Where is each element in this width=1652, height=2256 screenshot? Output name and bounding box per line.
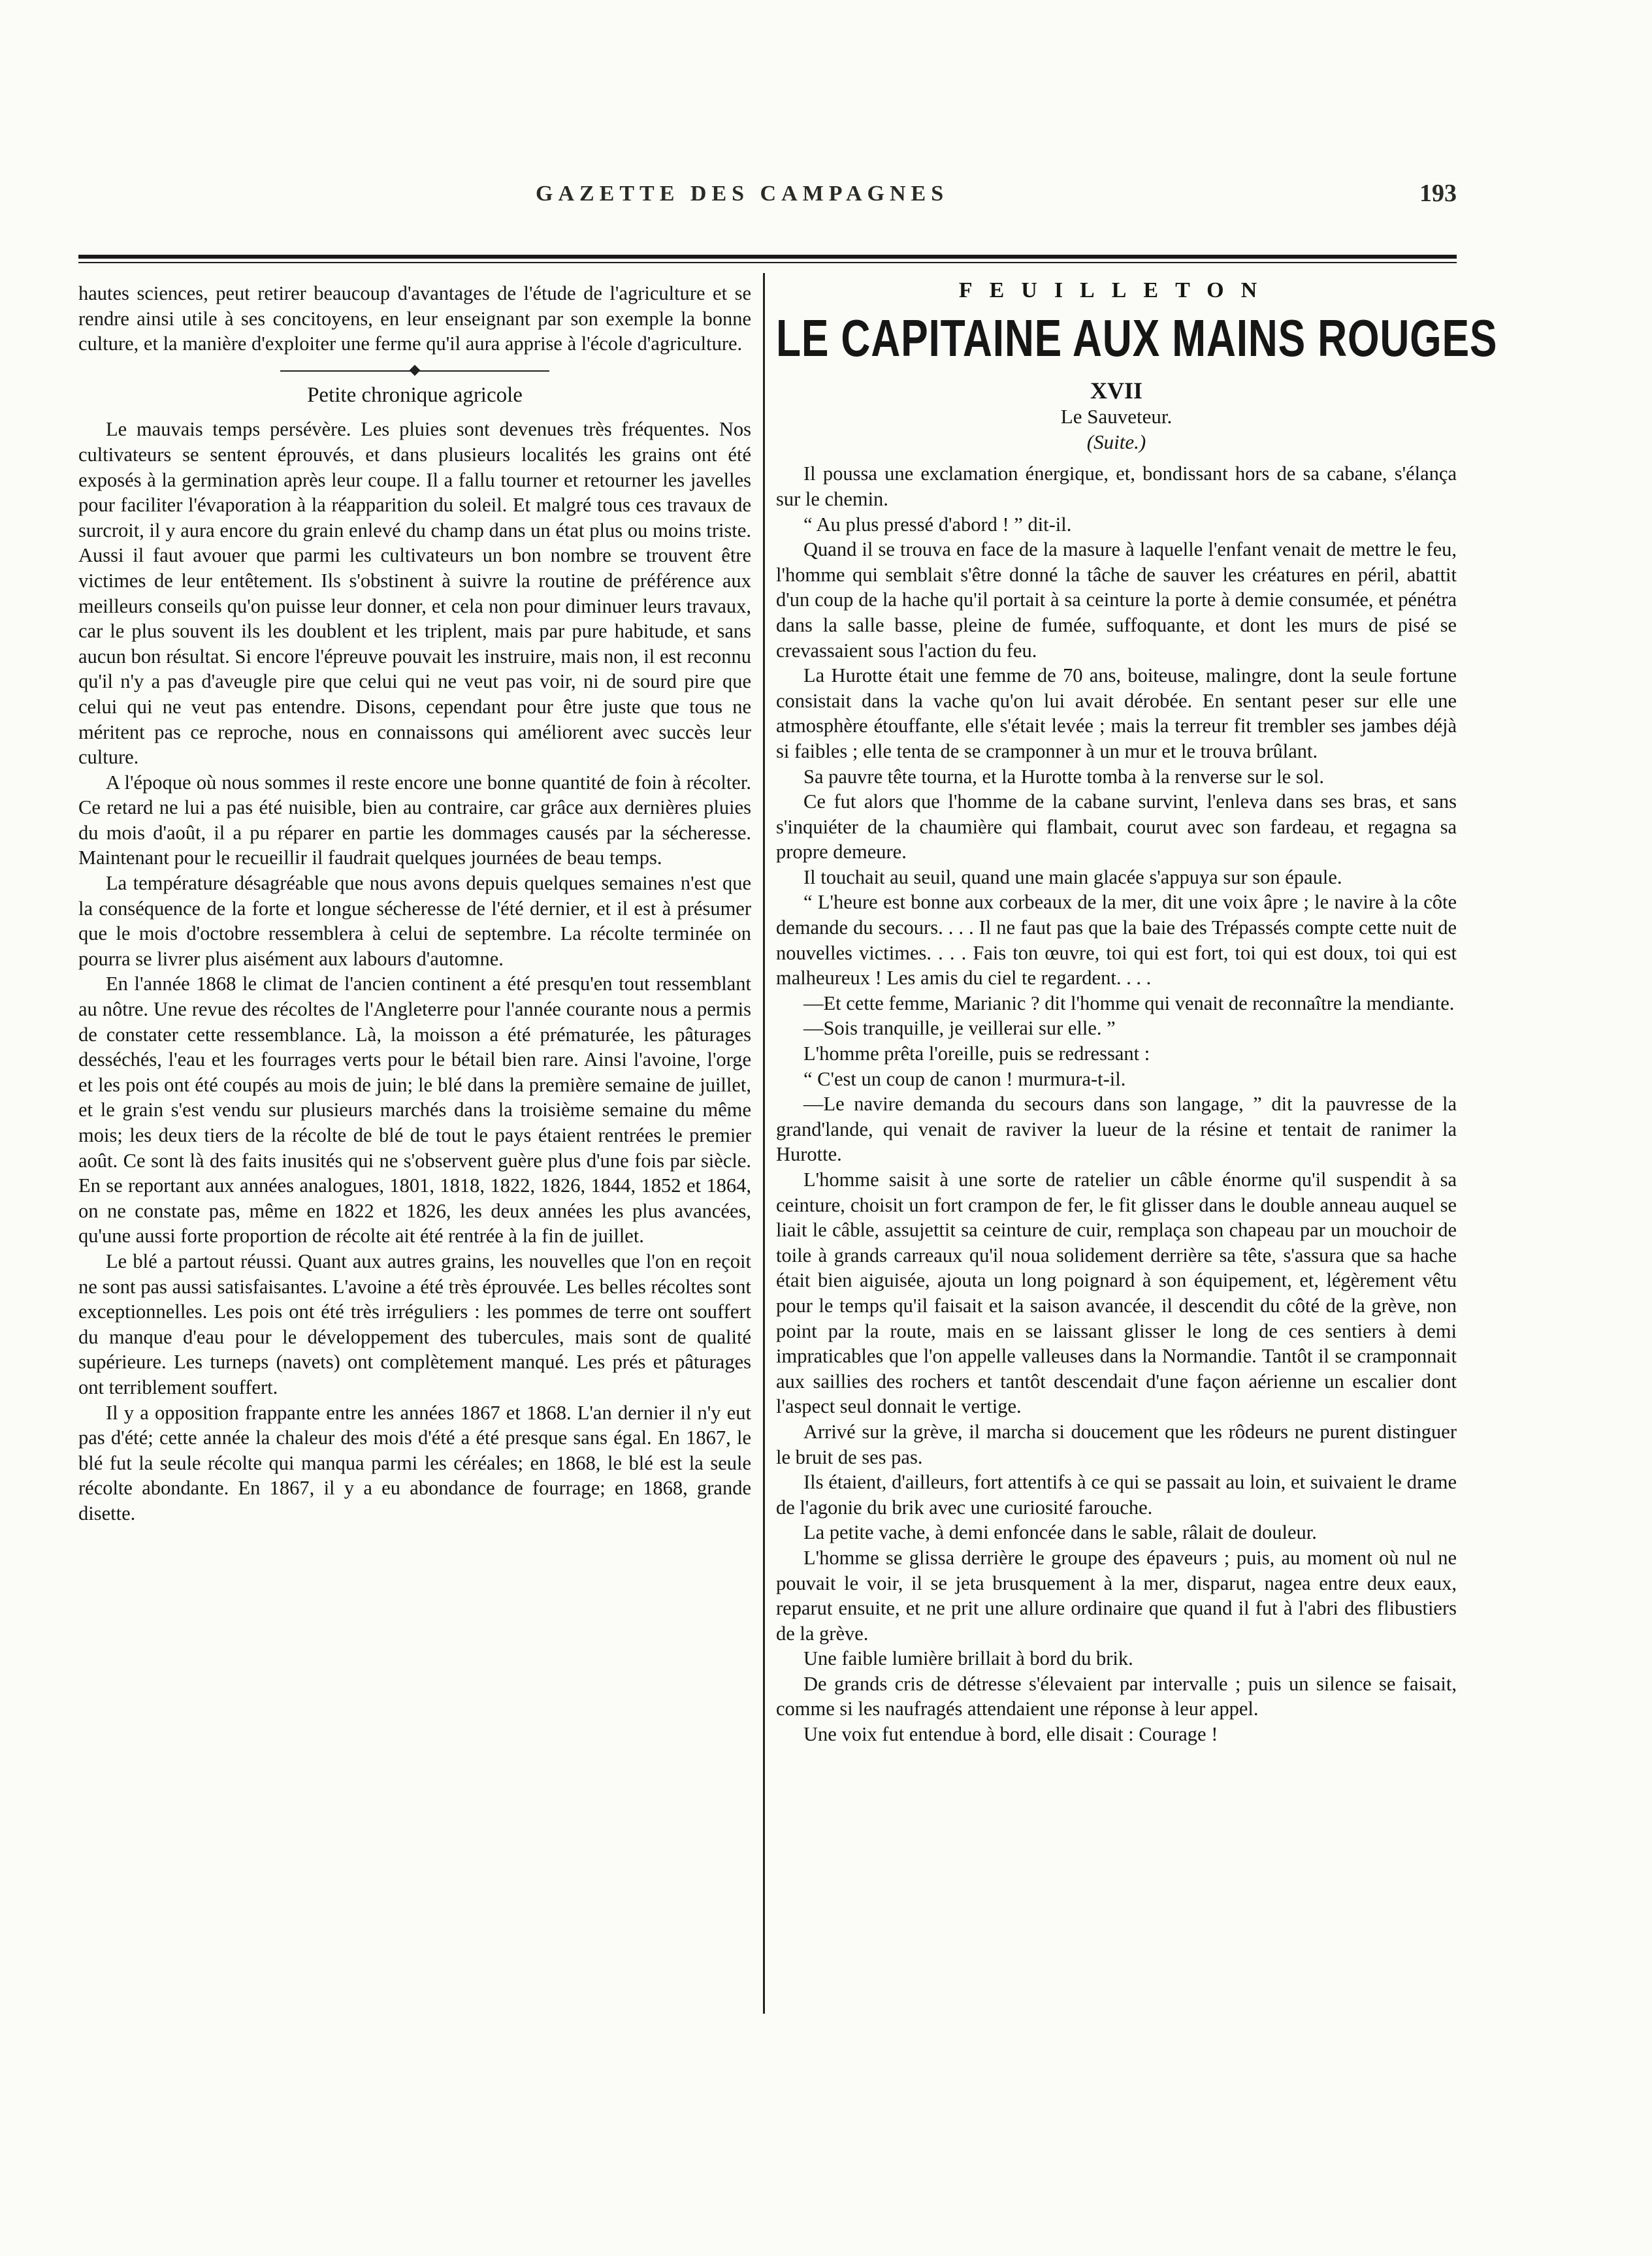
story-paragraph: —Le navire demanda du secours dans son langage, ” dit la pauvresse de la grand'lande, qui venait de raviver la lueur de la résine et tentait de ranimer la Hurotte. xyxy=(776,1093,1457,1166)
story-paragraph: L'homme se glissa derrière le groupe des épaveurs ; puis, au moment où nul ne pouvait le voir, il se jeta brusquement à la mer, disparut, nagea entre deux eaux, reparut ensuite, et ne prit une allure ordinaire que quand il fut à l'abri des flibustiers de la grève. xyxy=(776,1546,1457,1645)
story-paragraph: —Et cette femme, Marianic ? dit l'homme qui venait de reconnaître la mendiante. xyxy=(803,991,1455,1014)
chronicle-paragraph: Le blé a partout réussi. Quant aux autres grains, les nouvelles que l'on en reçoit ne sont pas aussi satisfaisantes. L'avoine a été très éprouvée. Les belles récoltes sont exceptionnelles. Les pois ont été très irréguliers : les pommes de terre ont souffert du manque d'eau pour le développement des tubercules, mais sont de qualité supérieure. Les turneps (navets) ont complètement manqué. Les prés et pâturages ont terriblement souffert. xyxy=(78,1249,751,1398)
story-paragraph: “ Au plus pressé d'abord ! ” dit-il. xyxy=(803,513,1072,536)
story-paragraph: Ils étaient, d'ailleurs, fort attentifs à ce qui se passait au loin, et suivaient le drame de l'agonie du brik avec une curiosité farouche. xyxy=(776,1471,1457,1519)
story-paragraph: Quand il se trouva en face de la masure à laquelle l'enfant venait de mettre le feu, l'homme qui semblait s'être donné la tâche de sauver les créatures en péril, abattit d'un coup de la hache qu'il portait à sa ceinture la porte à demie consumée, et pénétra dans la salle basse, pleine de fumée, suffoquante, et dont les murs de pisé se crevassaient sous l'action du feu. xyxy=(776,538,1457,662)
story-paragraph: Il poussa une exclamation énergique, et, bondissant hors de sa cabane, s'élança sur le chemin. xyxy=(776,462,1457,510)
intro-paragraph: hautes sciences, peut retirer beaucoup d'avantages de l'étude de l'agriculture et se rendre ainsi utile à ses concitoyens, en leur enseignant par son exemple la bonne culture, et la manière d'exploiter une ferme qu'il aura apprise à l'école d'agriculture. xyxy=(78,282,751,355)
story-paragraph: L'homme saisit à une sorte de ratelier un câble énorme qu'il suspendit à sa ceinture, choisit un fort crampon de fer, le fit glisser dans le double anneau auquel se liait le câble, assujettit sa ceinture de cuir, remplaça son chapeau par un mouchoir de toile à grands carreaux qu'il noua solidement derrière sa tête, s'assura que sa hache était bien aiguisée, ajouta un long poignard à son équipement, et, légèrement vêtu pour le temps qu'il faisait et la saison avancée, il descendit du côté de la grève, non point par la route, mais en se laissant glisser le long de ces sentiers à demi impraticables que l'on appelle valleuses dans la Normandie. Tantôt il se cramponnait aux saillies des rochers et tantôt descendait d'une façon aérienne un escalier dont l'aspect seul donnait le vertige. xyxy=(776,1168,1457,1418)
chapter-suite: (Suite.) xyxy=(1086,430,1146,453)
story-paragraph: Une voix fut entendue à bord, elle disait : Courage ! xyxy=(803,1723,1218,1746)
story-paragraph: La petite vache, à demi enfoncée dans le sable, râlait de douleur. xyxy=(803,1521,1317,1544)
story-paragraph: “ L'heure est bonne aux corbeaux de la mer, dit une voix âpre ; le navire à la côte demande du secours. . . . Il ne faut pas que la baie des Trépassés compte cette nuit de nouvelles victimes. . . . Fais ton œuvre, toi qui est fort, toi qui est doux, toi qui est malheureux ! Les amis du ciel te regardent. . . . xyxy=(776,891,1457,990)
page-number: 193 xyxy=(1419,180,1457,207)
story-paragraph: —Sois tranquille, je veillerai sur elle. ” xyxy=(803,1017,1116,1040)
page-header xyxy=(78,175,1457,221)
header-rule-bottom xyxy=(78,262,1457,263)
section-ornament xyxy=(78,366,751,376)
chronicle-paragraph: La température désagréable que nous avons depuis quelques semaines n'est que la conséquence de la forte et longue sécheresse de l'été dernier, et il est à présumer que le mois d'octobre ressemblera à celui de septembre. La récolte terminée on pourra se livrer plus aisément aux labours d'automne. xyxy=(78,872,751,970)
newspaper-title: GAZETTE DES CAMPAGNES xyxy=(536,182,949,206)
right-column xyxy=(776,278,1498,1747)
chronicle-paragraph: A l'époque où nous sommes il reste encore une bonne quantité de foin à récolter. Ce retard ne lui a pas été nuisible, bien au contraire, car grâce aux dernières pluies du mois d'août, il a pu réparer en partie les dommages causés par la sécheresse. Maintenant pour le recueillir il faudrait quelques journées de beau temps. xyxy=(78,771,751,869)
chronicle-paragraph: Il y a opposition frappante entre les années 1867 et 1868. L'an dernier il n'y eut pas d'été; cette année la chaleur des mois d'été a été presque sans égal. En 1867, le blé fut la seule récolte qui manqua parmi les céréales; en 1868, le blé est la seule récolte abondante. En 1867, il y a eu abondance de fourrage; en 1868, grande disette. xyxy=(78,1401,751,1524)
story-paragraph: La Hurotte était une femme de 70 ans, boiteuse, malingre, dont la seule fortune consistait dans la vache qu'on lui avait dérobée. En sentant peser sur elle une atmosphère étouffante, elle s'était levée ; mais la terreur fit trembler ses jambes déjà si faibles ; elle tenta de se cramponner à un mur et le trouva brûlant. xyxy=(776,664,1457,762)
feuilleton-heading: FEUILLETON xyxy=(958,278,1274,302)
chronicle-paragraph: Le mauvais temps persévère. Les pluies sont devenues très fréquentes. Nos cultivateurs se sentent éprouvés, et dans plusieurs localités les grains ont été exposés à la germination après leur coupe. Il a fallu tourner et retourner les javelles pour faciliter l'évaporation à la réapparition du soleil. Et malgré tous ces travaux de surcroit, il y aura encore du grain enlevé du champ dans un état plus ou moins triste. Aussi il faut avouer que parmi les cultivateurs un bon nombre se trouvent être victimes de leur entêtement. Ils s'obstinent à suivre la routine de préférence aux meilleurs conseils qu'on puisse leur donner, et cela non pour diminuer leurs travaux, car le plus souvent ils les doublent et les triplent, mais par pure habitude, et sans aucun bon résultat. Si encore l'épreuve pouvait les instruire, mais non, il est reconnu qu'il n'y a pas d'aveugle pire que celui qui ne veut pas voir, ni de sourd pire que celui qui ne veut pas entendre. Disons, cependant pour être juste que tous ne méritent pas ce reproche, nous en connaissons qui améliorent avec succès leur culture. xyxy=(78,418,751,769)
chronicle-paragraph: En l'année 1868 le climat de l'ancien continent a été presqu'en tout ressemblant au nôtre. Une revue des récoltes de l'Angleterre pour l'année courante nous a permis de constater cette ressemblance. Là, la moisson a été prématurée, les pâturages desséchés, l'eau et les fourrages verts pour le bétail bien rare. Ainsi l'avoine, l'orge et les pois ont été coupés au mois de juin; le blé dans la première semaine de juillet, et le grain s'est vendu sur plusieurs marchés dans la troisième semaine du même mois; les deux tiers de la récolte de blé de tout le pays étaient rentrées le premier août. Ce sont là des faits inusités qui ne s'observent guère plus d'une fois par siècle. En se reportant aux années analogues, 1801, 1818, 1822, 1826, 1844, 1852 et 1864, on ne constate pas, même en 1822 et 1826, les deux années les plus avancées, qu'une aussi forte proportion de récolte ait été rentrée à la fin de juillet. xyxy=(78,973,751,1248)
chapter-number: XVII xyxy=(1090,377,1142,404)
story-paragraph: Il touchait au seuil, quand une main glacée s'appuya sur son épaule. xyxy=(803,865,1342,888)
story-title: LE CAPITAINE AUX MAINS ROUGES xyxy=(776,308,1498,367)
story-paragraph: Sa pauvre tête tourna, et la Hurotte tomba à la renverse sur le sol. xyxy=(803,765,1324,788)
story-paragraph: De grands cris de détresse s'élevaient par intervalle ; puis un silence se faisait, comme si les naufragés attendaient une réponse à leur appel. xyxy=(776,1672,1457,1720)
story-paragraph: “ C'est un coup de canon ! murmura-t-il. xyxy=(803,1067,1126,1090)
header-rule-top xyxy=(78,255,1457,259)
story-paragraph: Ce fut alors que l'homme de la cabane survint, l'enleva dans ses bras, et sans s'inquiéter de la chaumière qui flambait, courut avec son fardeau, et regagna sa propre demeure. xyxy=(776,790,1457,863)
chapter-title: Le Sauveteur. xyxy=(1060,405,1173,428)
section-title: Petite chronique agricole xyxy=(307,383,523,407)
story-paragraph: L'homme prêta l'oreille, puis se redressant : xyxy=(803,1042,1150,1065)
story-paragraph: Une faible lumière brillait à bord du brik. xyxy=(803,1647,1133,1670)
story-paragraph: Arrivé sur la grève, il marcha si doucement que les rôdeurs ne purent distinguer le bruit de ses pas. xyxy=(776,1420,1457,1468)
column-divider xyxy=(763,273,765,2014)
left-column xyxy=(78,281,751,1526)
